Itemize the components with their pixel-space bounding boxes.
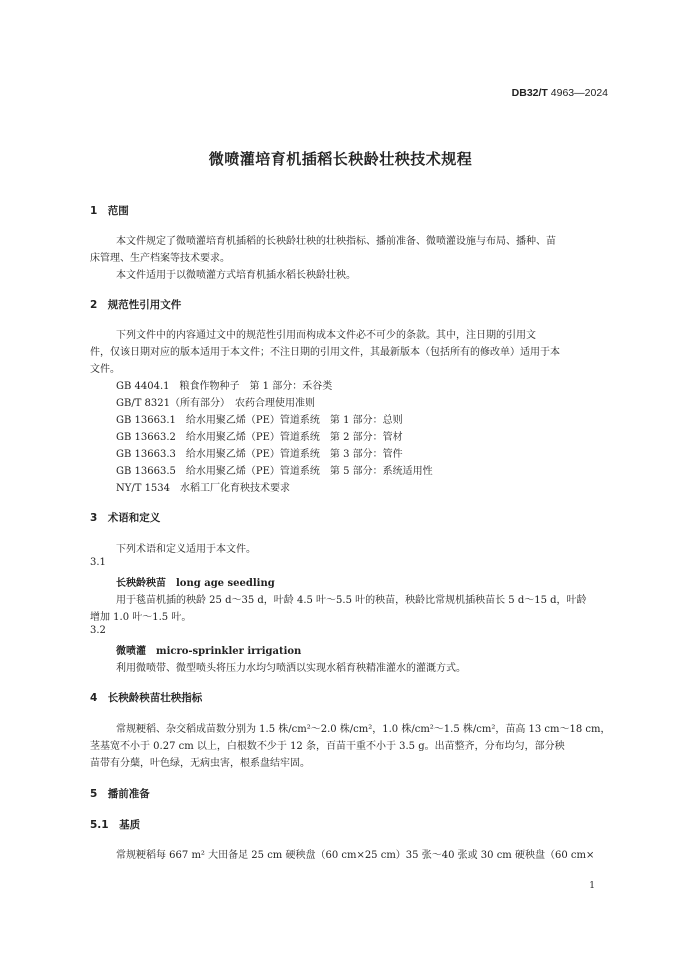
reference-item: NY/T 1534 水稻工厂化育秧技术要求 bbox=[116, 483, 291, 494]
section-1-paragraph-line: 本文件规定了微喷灌培育机插稻的长秧龄壮秧的壮秧指标、播前准备、微喷灌设施与布局、播种、苗 bbox=[116, 236, 556, 247]
section-1-paragraph-line: 本文件适用于以微喷灌方式培育机插水稻长秧龄壮秧。 bbox=[116, 270, 356, 281]
reference-item: GB 4404.1 粮食作物种子 第 1 部分：禾谷类 bbox=[116, 381, 333, 392]
term-definition-line: 利用微喷带、微型喷头将压力水均匀喷洒以实现水稻育秧精准灌水的灌溉方式。 bbox=[116, 663, 466, 674]
term-title: 长秧龄秧苗 long age seedling bbox=[116, 578, 275, 589]
section-2-paragraph-line: 文件。 bbox=[90, 364, 120, 375]
reference-item: GB 13663.5 给水用聚乙烯（PE）管道系统 第 5 部分：系统适用性 bbox=[116, 466, 433, 477]
subsection-5-1-heading: 5.1 基质 bbox=[90, 819, 141, 831]
section-5-heading: 5 播前准备 bbox=[90, 788, 150, 800]
document-title: 微喷灌培育机插稻长秧龄壮秧技术规程 bbox=[208, 150, 473, 168]
reference-item: GB/T 8321（所有部分） 农药合理使用准则 bbox=[116, 398, 316, 409]
reference-item: GB 13663.2 给水用聚乙烯（PE）管道系统 第 2 部分：管材 bbox=[116, 432, 403, 443]
section-1-heading: 1 范围 bbox=[90, 205, 129, 217]
section-2-paragraph-line: 下列文件中的内容通过文中的规范性引用而构成本文件必不可少的条款。其中，注日期的引用文 bbox=[116, 330, 536, 341]
term-title: 微喷灌 micro-sprinkler irrigation bbox=[116, 646, 302, 657]
term-definition-line: 用于毯苗机插的秧龄 25 d～35 d，叶龄 4.5 叶～5.5 叶的秧苗，秧龄比常规机插秧苗长 5 d～15 d，叶龄 bbox=[116, 595, 587, 606]
term-number: 3.1 bbox=[90, 557, 106, 568]
section-2-paragraph-line: 件，仅该日期对应的版本适用于本文件；不注日期的引用文件，其最新版本（包括所有的修改单）适用于本 bbox=[90, 347, 560, 358]
section-2-heading: 2 规范性引用文件 bbox=[90, 299, 182, 311]
reference-item: GB 13663.1 给水用聚乙烯（PE）管道系统 第 1 部分：总则 bbox=[116, 415, 403, 426]
standard-code: DB32/T 4963—2024 bbox=[511, 87, 608, 99]
section-4-paragraph-line: 苗带有分蘖，叶色绿，无病虫害，根系盘结牢固。 bbox=[90, 758, 310, 769]
section-5-paragraph-line: 常规粳稻每 667 m² 大田备足 25 cm 硬秧盘（60 cm×25 cm）35 张～40 张或 30 cm 硬秧盘（60 cm× bbox=[116, 850, 595, 861]
section-3-heading: 3 术语和定义 bbox=[90, 512, 161, 524]
section-4-paragraph-line: 茎基宽不小于 0.27 cm 以上，白根数不少于 12 条，百苗干重不小于 3.5 g。出苗整齐，分布均匀，部分秧 bbox=[90, 741, 565, 752]
term-definition-line: 增加 1.0 叶～1.5 叶。 bbox=[90, 612, 192, 623]
section-1-paragraph-line: 床管理、生产档案等技术要求。 bbox=[90, 253, 230, 264]
term-number: 3.2 bbox=[90, 625, 106, 636]
section-3-intro: 下列术语和定义适用于本文件。 bbox=[116, 544, 256, 555]
section-4-paragraph-line: 常规粳稻、杂交稻成苗数分别为 1.5 株/cm²～2.0 株/cm²，1.0 株/cm²～1.5 株/cm²，苗高 13 cm～18 cm， bbox=[116, 724, 611, 735]
reference-item: GB 13663.3 给水用聚乙烯（PE）管道系统 第 3 部分：管件 bbox=[116, 449, 403, 460]
page-number: 1 bbox=[589, 881, 595, 891]
section-4-heading: 4 长秧龄秧苗壮秧指标 bbox=[90, 692, 203, 704]
